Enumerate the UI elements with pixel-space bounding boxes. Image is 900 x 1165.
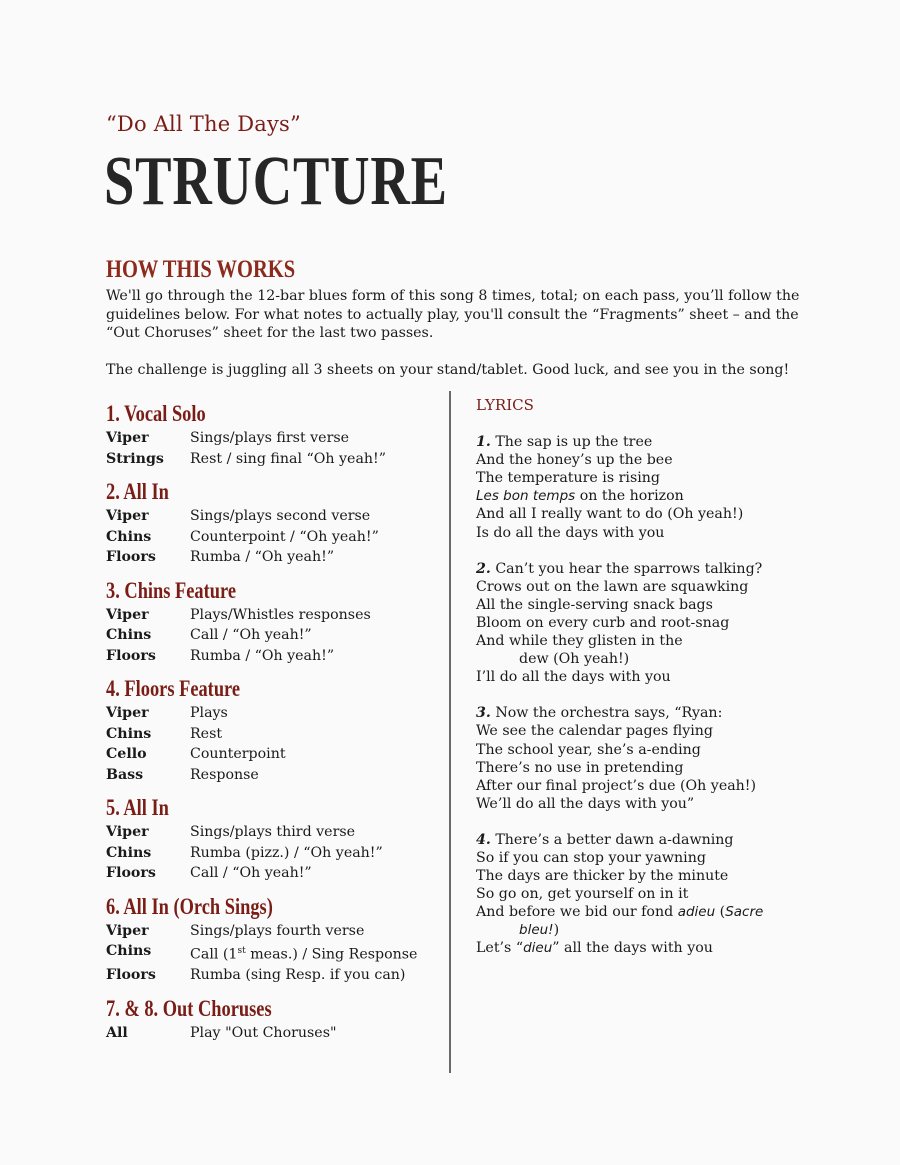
section-1: [106, 400, 446, 469]
verse-number: 4.: [476, 831, 491, 848]
role-row: [106, 527, 446, 548]
section-title: 5. All In: [106, 795, 169, 820]
role-row: [106, 863, 446, 884]
lyric-line: All the single-serving snack bags: [476, 596, 713, 613]
role-desc: Sings/plays second verse: [190, 508, 371, 524]
lyric-line: Les bon temps on the horizon: [476, 488, 684, 505]
role-row: [106, 921, 446, 942]
lyric-line: After our final project’s due (Oh yeah!): [476, 777, 757, 794]
role-row: [106, 703, 446, 724]
role-name: Cello: [106, 746, 147, 762]
section-5: [106, 794, 446, 884]
lyric-line: So go on, get yourself on in it: [476, 886, 689, 903]
lyric-line: And before we bid our fond adieu (Sacre: [476, 904, 764, 921]
role-row: [106, 843, 446, 864]
section-2: [106, 478, 446, 568]
lyric-line: Crows out on the lawn are squawking: [476, 578, 749, 595]
role-desc: Rumba (pizz.) / “Oh yeah!”: [190, 844, 383, 861]
role-name: Chins: [106, 844, 152, 861]
role-name: Floors: [106, 549, 156, 565]
role-row: [106, 449, 446, 470]
role-desc: Sings/plays third verse: [190, 824, 356, 840]
verse-2: [476, 560, 806, 687]
verse-3: [476, 704, 806, 813]
verse-4: [476, 831, 806, 958]
lyric-line: And all I really want to do (Oh yeah!): [476, 506, 744, 523]
lyric-line: 1. The sap is up the tree: [476, 434, 653, 451]
role-row: [106, 965, 446, 986]
lyric-line: The days are thicker by the minute: [476, 868, 729, 885]
desc-part: Call (1: [190, 946, 238, 963]
ordinal-suffix: st: [237, 946, 246, 956]
desc-part: meas.) / Sing Response: [245, 946, 418, 963]
lyric-line: There’s no use in pretending: [476, 759, 684, 776]
verse-number: 1.: [476, 434, 491, 451]
section-6: [106, 893, 446, 986]
role-name: Viper: [106, 705, 149, 721]
role-desc: Sings/plays fourth verse: [190, 922, 365, 939]
role-row: [106, 822, 446, 843]
lyric-line: Bloom on every curb and root-snag: [476, 614, 730, 631]
song-subtitle: “Do All The Days”: [106, 112, 301, 136]
lyric-line: dew (Oh yeah!): [519, 651, 630, 668]
role-desc: Call / “Oh yeah!”: [190, 627, 312, 643]
verse-number: 2.: [476, 560, 491, 577]
role-row: [106, 547, 446, 568]
role-row: [106, 1023, 446, 1044]
role-desc: Plays/Whistles responses: [190, 606, 371, 623]
role-desc: Counterpoint: [190, 746, 286, 762]
verse-number: 3.: [476, 705, 491, 722]
role-name: Floors: [106, 967, 156, 984]
lyric-line: Is do all the days with you: [476, 524, 665, 541]
lyric-line: 2. Can’t you hear the sparrows talking?: [476, 560, 763, 577]
role-desc: Response: [190, 766, 259, 783]
role-name: Viper: [106, 508, 149, 524]
role-desc: Counterpoint / “Oh yeah!”: [190, 528, 379, 545]
role-desc: Plays: [190, 705, 228, 721]
role-desc: Rumba / “Oh yeah!”: [190, 647, 335, 664]
page-title: STRUCTURE: [104, 143, 448, 220]
lyric-line: 4. There’s a better dawn a-dawning: [476, 831, 734, 848]
role-name: Chins: [106, 528, 152, 545]
section-3: [106, 577, 446, 667]
lyric-line: I’ll do all the days with you: [476, 669, 671, 686]
role-row: [106, 625, 446, 646]
role-desc: [190, 941, 417, 965]
section-7-8: [106, 995, 446, 1044]
lyric-line: bleu!): [519, 922, 560, 939]
role-desc: Rumba (sing Resp. if you can): [190, 967, 406, 984]
section-title: 7. & 8. Out Choruses: [106, 995, 272, 1021]
role-desc: Rumba / “Oh yeah!”: [190, 549, 335, 565]
column-divider: [449, 391, 451, 1073]
role-row: [106, 646, 446, 667]
role-name: Bass: [106, 766, 144, 783]
section-title: 1. Vocal Solo: [106, 401, 206, 426]
role-row: [106, 724, 446, 745]
role-name: Chins: [106, 725, 152, 742]
role-row: [106, 605, 446, 626]
role-row: [106, 744, 446, 765]
lyric-line: The temperature is rising: [476, 470, 660, 487]
lyric-line: 3. Now the orchestra says, “Ryan:: [476, 705, 723, 722]
role-name: Chins: [106, 943, 152, 959]
role-name: Viper: [106, 824, 149, 840]
role-desc: Rest: [190, 725, 223, 742]
role-name: Viper: [106, 430, 149, 446]
structure-sections: [106, 400, 446, 1052]
role-name: Floors: [106, 865, 156, 881]
lyric-line: And while they glisten in the: [476, 633, 683, 650]
role-row: [106, 765, 446, 786]
lyric-line: Let’s “dieu” all the days with you: [476, 940, 713, 957]
lyric-line: So if you can stop your yawning: [476, 849, 706, 866]
section-title: 2. All In: [106, 479, 169, 504]
role-desc: Play "Out Choruses": [190, 1024, 337, 1041]
section-4: [106, 675, 446, 785]
role-row: [106, 941, 446, 965]
role-name: Chins: [106, 627, 152, 643]
intro-text: [106, 287, 806, 397]
role-name: Strings: [106, 450, 164, 467]
verse-1: [476, 433, 806, 542]
section-title: 6. All In (Orch Sings): [106, 893, 273, 919]
lyrics-column: [476, 396, 806, 976]
role-name: Viper: [106, 922, 149, 939]
how-this-works-heading: HOW THIS WORKS: [106, 256, 296, 283]
role-desc: Call / “Oh yeah!”: [190, 865, 312, 881]
lyric-line: And the honey’s up the bee: [476, 452, 673, 469]
role-row: [106, 506, 446, 527]
intro-paragraph-1: We'll go through the 12-bar blues form of this song 8 times, total; on each pass, you’ll follow the guidelines below. For what notes to actually play, you'll consult the “Fragments” sheet – and the “Out Choruses” sheet for the last two passes.: [106, 288, 800, 341]
role-name: All: [106, 1024, 128, 1041]
section-title: 4. Floors Feature: [106, 676, 241, 701]
role-name: Floors: [106, 647, 156, 664]
lyrics-heading: LYRICS: [476, 396, 534, 414]
lyric-line: The school year, she’s a-ending: [476, 741, 701, 758]
role-row: [106, 428, 446, 449]
intro-paragraph-2: The challenge is juggling all 3 sheets on your stand/tablet. Good luck, and see you in the song!: [106, 361, 790, 378]
role-name: Viper: [106, 606, 149, 623]
role-desc: Rest / sing final “Oh yeah!”: [190, 450, 387, 467]
section-title: 3. Chins Feature: [106, 577, 236, 603]
role-desc: Sings/plays first verse: [190, 430, 350, 446]
lyric-line: We see the calendar pages flying: [476, 723, 714, 740]
lyric-line: We’ll do all the days with you”: [476, 795, 695, 812]
